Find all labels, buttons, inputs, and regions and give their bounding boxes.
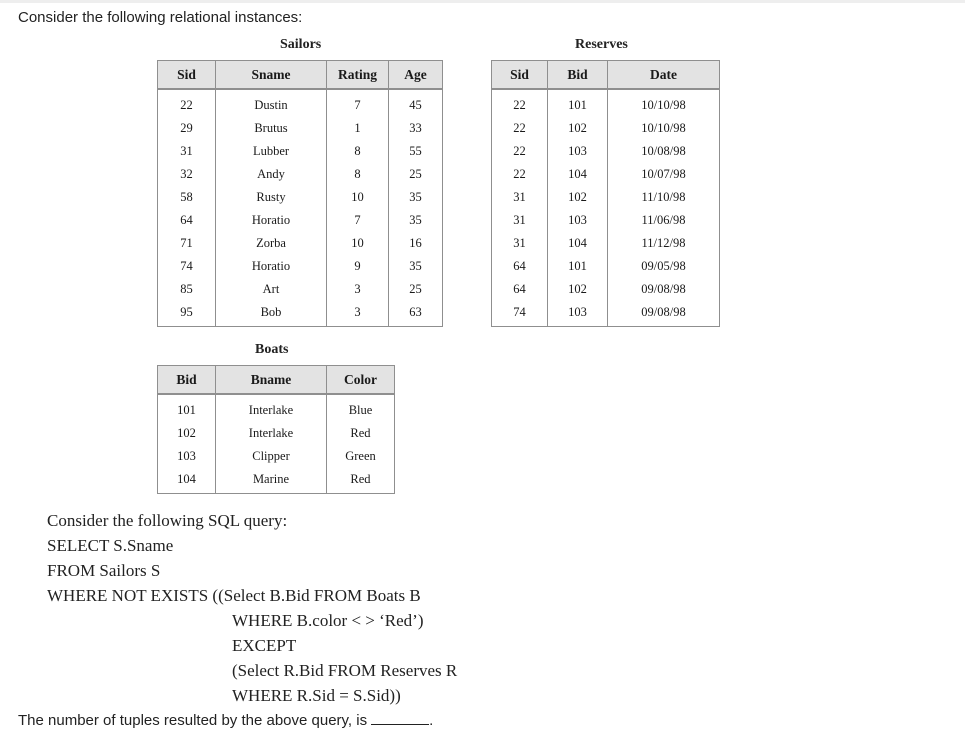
reserves-cell: 10/10/98 (608, 117, 720, 140)
reserves-cell: 74 (492, 301, 548, 327)
sailors-row (158, 301, 443, 327)
sailors-cell: 1 (327, 117, 389, 140)
sailors-header-sid: Sid (158, 61, 216, 90)
sailors-header-sname: Sname (216, 61, 327, 90)
boats-cell: Red (327, 468, 395, 494)
sailors-cell: 35 (389, 255, 443, 278)
reserves-body (492, 89, 720, 327)
reserves-cell: 10/08/98 (608, 140, 720, 163)
top-divider (0, 0, 965, 3)
reserves-cell: 103 (548, 301, 608, 327)
boats-caption: Boats (255, 342, 289, 357)
reserves-cell: 09/05/98 (608, 255, 720, 278)
sailors-cell: Dustin (216, 89, 327, 117)
boats-cell: 101 (158, 394, 216, 422)
boats-header-color: Color (327, 366, 395, 395)
boats-cell: Green (327, 445, 395, 468)
boats-row (158, 468, 395, 494)
boats-header-bid: Bid (158, 366, 216, 395)
reserves-row (492, 140, 720, 163)
boats-header-bname: Bname (216, 366, 327, 395)
sailors-cell: 85 (158, 278, 216, 301)
reserves-cell: 09/08/98 (608, 301, 720, 327)
question-label: The number of tuples resulted by the above query, is (18, 712, 368, 729)
reserves-table (491, 60, 720, 327)
reserves-cell: 103 (548, 209, 608, 232)
sailors-cell: 55 (389, 140, 443, 163)
answer-blank (371, 712, 429, 725)
reserves-cell: 22 (492, 140, 548, 163)
sailors-table (157, 60, 443, 327)
sailors-cell: 8 (327, 163, 389, 186)
reserves-cell: 10/10/98 (608, 89, 720, 117)
sql-line-select: SELECT S.Sname (47, 536, 174, 555)
sailors-cell: 10 (327, 232, 389, 255)
sql-intro: Consider the following SQL query: (47, 511, 288, 530)
sailors-header-rating: Rating (327, 61, 389, 90)
boats-cell: Marine (216, 468, 327, 494)
reserves-row (492, 209, 720, 232)
reserves-row (492, 117, 720, 140)
reserves-cell: 103 (548, 140, 608, 163)
boats-row (158, 394, 395, 422)
reserves-cell: 102 (548, 278, 608, 301)
reserves-row (492, 232, 720, 255)
reserves-row (492, 186, 720, 209)
reserves-cell: 101 (548, 89, 608, 117)
sailors-row (158, 140, 443, 163)
sailors-cell: 8 (327, 140, 389, 163)
reserves-cell: 64 (492, 255, 548, 278)
sailors-cell: 25 (389, 163, 443, 186)
sailors-row (158, 209, 443, 232)
sailors-cell: 58 (158, 186, 216, 209)
boats-cell: Red (327, 422, 395, 445)
boats-cell: Clipper (216, 445, 327, 468)
sailors-cell: 31 (158, 140, 216, 163)
reserves-cell: 104 (548, 163, 608, 186)
sailors-row (158, 89, 443, 117)
reserves-cell: 102 (548, 186, 608, 209)
sailors-cell: 22 (158, 89, 216, 117)
sailors-cell: 74 (158, 255, 216, 278)
reserves-cell: 11/06/98 (608, 209, 720, 232)
sailors-cell: Rusty (216, 186, 327, 209)
reserves-row (492, 89, 720, 117)
sailors-cell: 9 (327, 255, 389, 278)
sailors-cell: 10 (327, 186, 389, 209)
sql-line-where-sid: WHERE R.Sid = S.Sid)) (232, 686, 401, 705)
reserves-cell: 22 (492, 163, 548, 186)
boats-cell: 102 (158, 422, 216, 445)
sailors-cell: 7 (327, 209, 389, 232)
sql-query (47, 508, 457, 708)
sailors-row (158, 255, 443, 278)
sailors-caption: Sailors (280, 37, 322, 52)
reserves-cell: 09/08/98 (608, 278, 720, 301)
sailors-cell: 71 (158, 232, 216, 255)
boats-cell: Interlake (216, 422, 327, 445)
boats-cell: 104 (158, 468, 216, 494)
reserves-row (492, 255, 720, 278)
reserves-header-date: Date (608, 61, 720, 90)
boats-row (158, 422, 395, 445)
reserves-row (492, 301, 720, 327)
reserves-row (492, 278, 720, 301)
boats-table (157, 365, 395, 494)
reserves-cell: 22 (492, 117, 548, 140)
sailors-cell: 45 (389, 89, 443, 117)
reserves-cell: 11/12/98 (608, 232, 720, 255)
sailors-cell: 25 (389, 278, 443, 301)
sailors-cell: Bob (216, 301, 327, 327)
sailors-cell: 7 (327, 89, 389, 117)
sql-line-select-reserves: (Select R.Bid FROM Reserves R (232, 661, 458, 680)
reserves-cell: 10/07/98 (608, 163, 720, 186)
sailors-cell: Andy (216, 163, 327, 186)
reserves-cell: 104 (548, 232, 608, 255)
sailors-cell: Zorba (216, 232, 327, 255)
sailors-cell: Lubber (216, 140, 327, 163)
reserves-cell: 31 (492, 232, 548, 255)
boats-cell: 103 (158, 445, 216, 468)
boats-body (158, 394, 395, 494)
sailors-row (158, 232, 443, 255)
reserves-cell: 101 (548, 255, 608, 278)
reserves-header-sid: Sid (492, 61, 548, 90)
sailors-cell: 95 (158, 301, 216, 327)
reserves-cell: 11/10/98 (608, 186, 720, 209)
sailors-row (158, 117, 443, 140)
sailors-header-age: Age (389, 61, 443, 90)
sailors-cell: Brutus (216, 117, 327, 140)
sql-line-where-color: WHERE B.color < > ‘Red’) (232, 611, 424, 630)
sailors-cell: Horatio (216, 255, 327, 278)
sailors-cell: 35 (389, 209, 443, 232)
sailors-cell: 64 (158, 209, 216, 232)
reserves-cell: 64 (492, 278, 548, 301)
reserves-cell: 102 (548, 117, 608, 140)
reserves-row (492, 163, 720, 186)
reserves-caption: Reserves (575, 37, 628, 52)
sailors-body (158, 89, 443, 327)
sailors-cell: 32 (158, 163, 216, 186)
sailors-row (158, 278, 443, 301)
sql-line-except: EXCEPT (232, 636, 297, 655)
sailors-cell: 3 (327, 301, 389, 327)
reserves-cell: 31 (492, 186, 548, 209)
boats-cell: Interlake (216, 394, 327, 422)
sql-line-from: FROM Sailors S (47, 561, 161, 580)
boats-cell: Blue (327, 394, 395, 422)
sailors-cell: Horatio (216, 209, 327, 232)
sailors-cell: 33 (389, 117, 443, 140)
reserves-header-bid: Bid (548, 61, 608, 90)
sailors-cell: 63 (389, 301, 443, 327)
sailors-cell: 35 (389, 186, 443, 209)
sailors-cell: 29 (158, 117, 216, 140)
sql-line-where: WHERE NOT EXISTS ((Select B.Bid FROM Boats B (47, 586, 421, 605)
question-text: The number of tuples resulted by the above query, is . (18, 712, 434, 729)
sailors-cell: 3 (327, 278, 389, 301)
sailors-cell: Art (216, 278, 327, 301)
sailors-row (158, 186, 443, 209)
intro-text: Consider the following relational instances: (18, 9, 303, 26)
sailors-cell: 16 (389, 232, 443, 255)
sailors-row (158, 163, 443, 186)
reserves-cell: 31 (492, 209, 548, 232)
reserves-cell: 22 (492, 89, 548, 117)
boats-row (158, 445, 395, 468)
